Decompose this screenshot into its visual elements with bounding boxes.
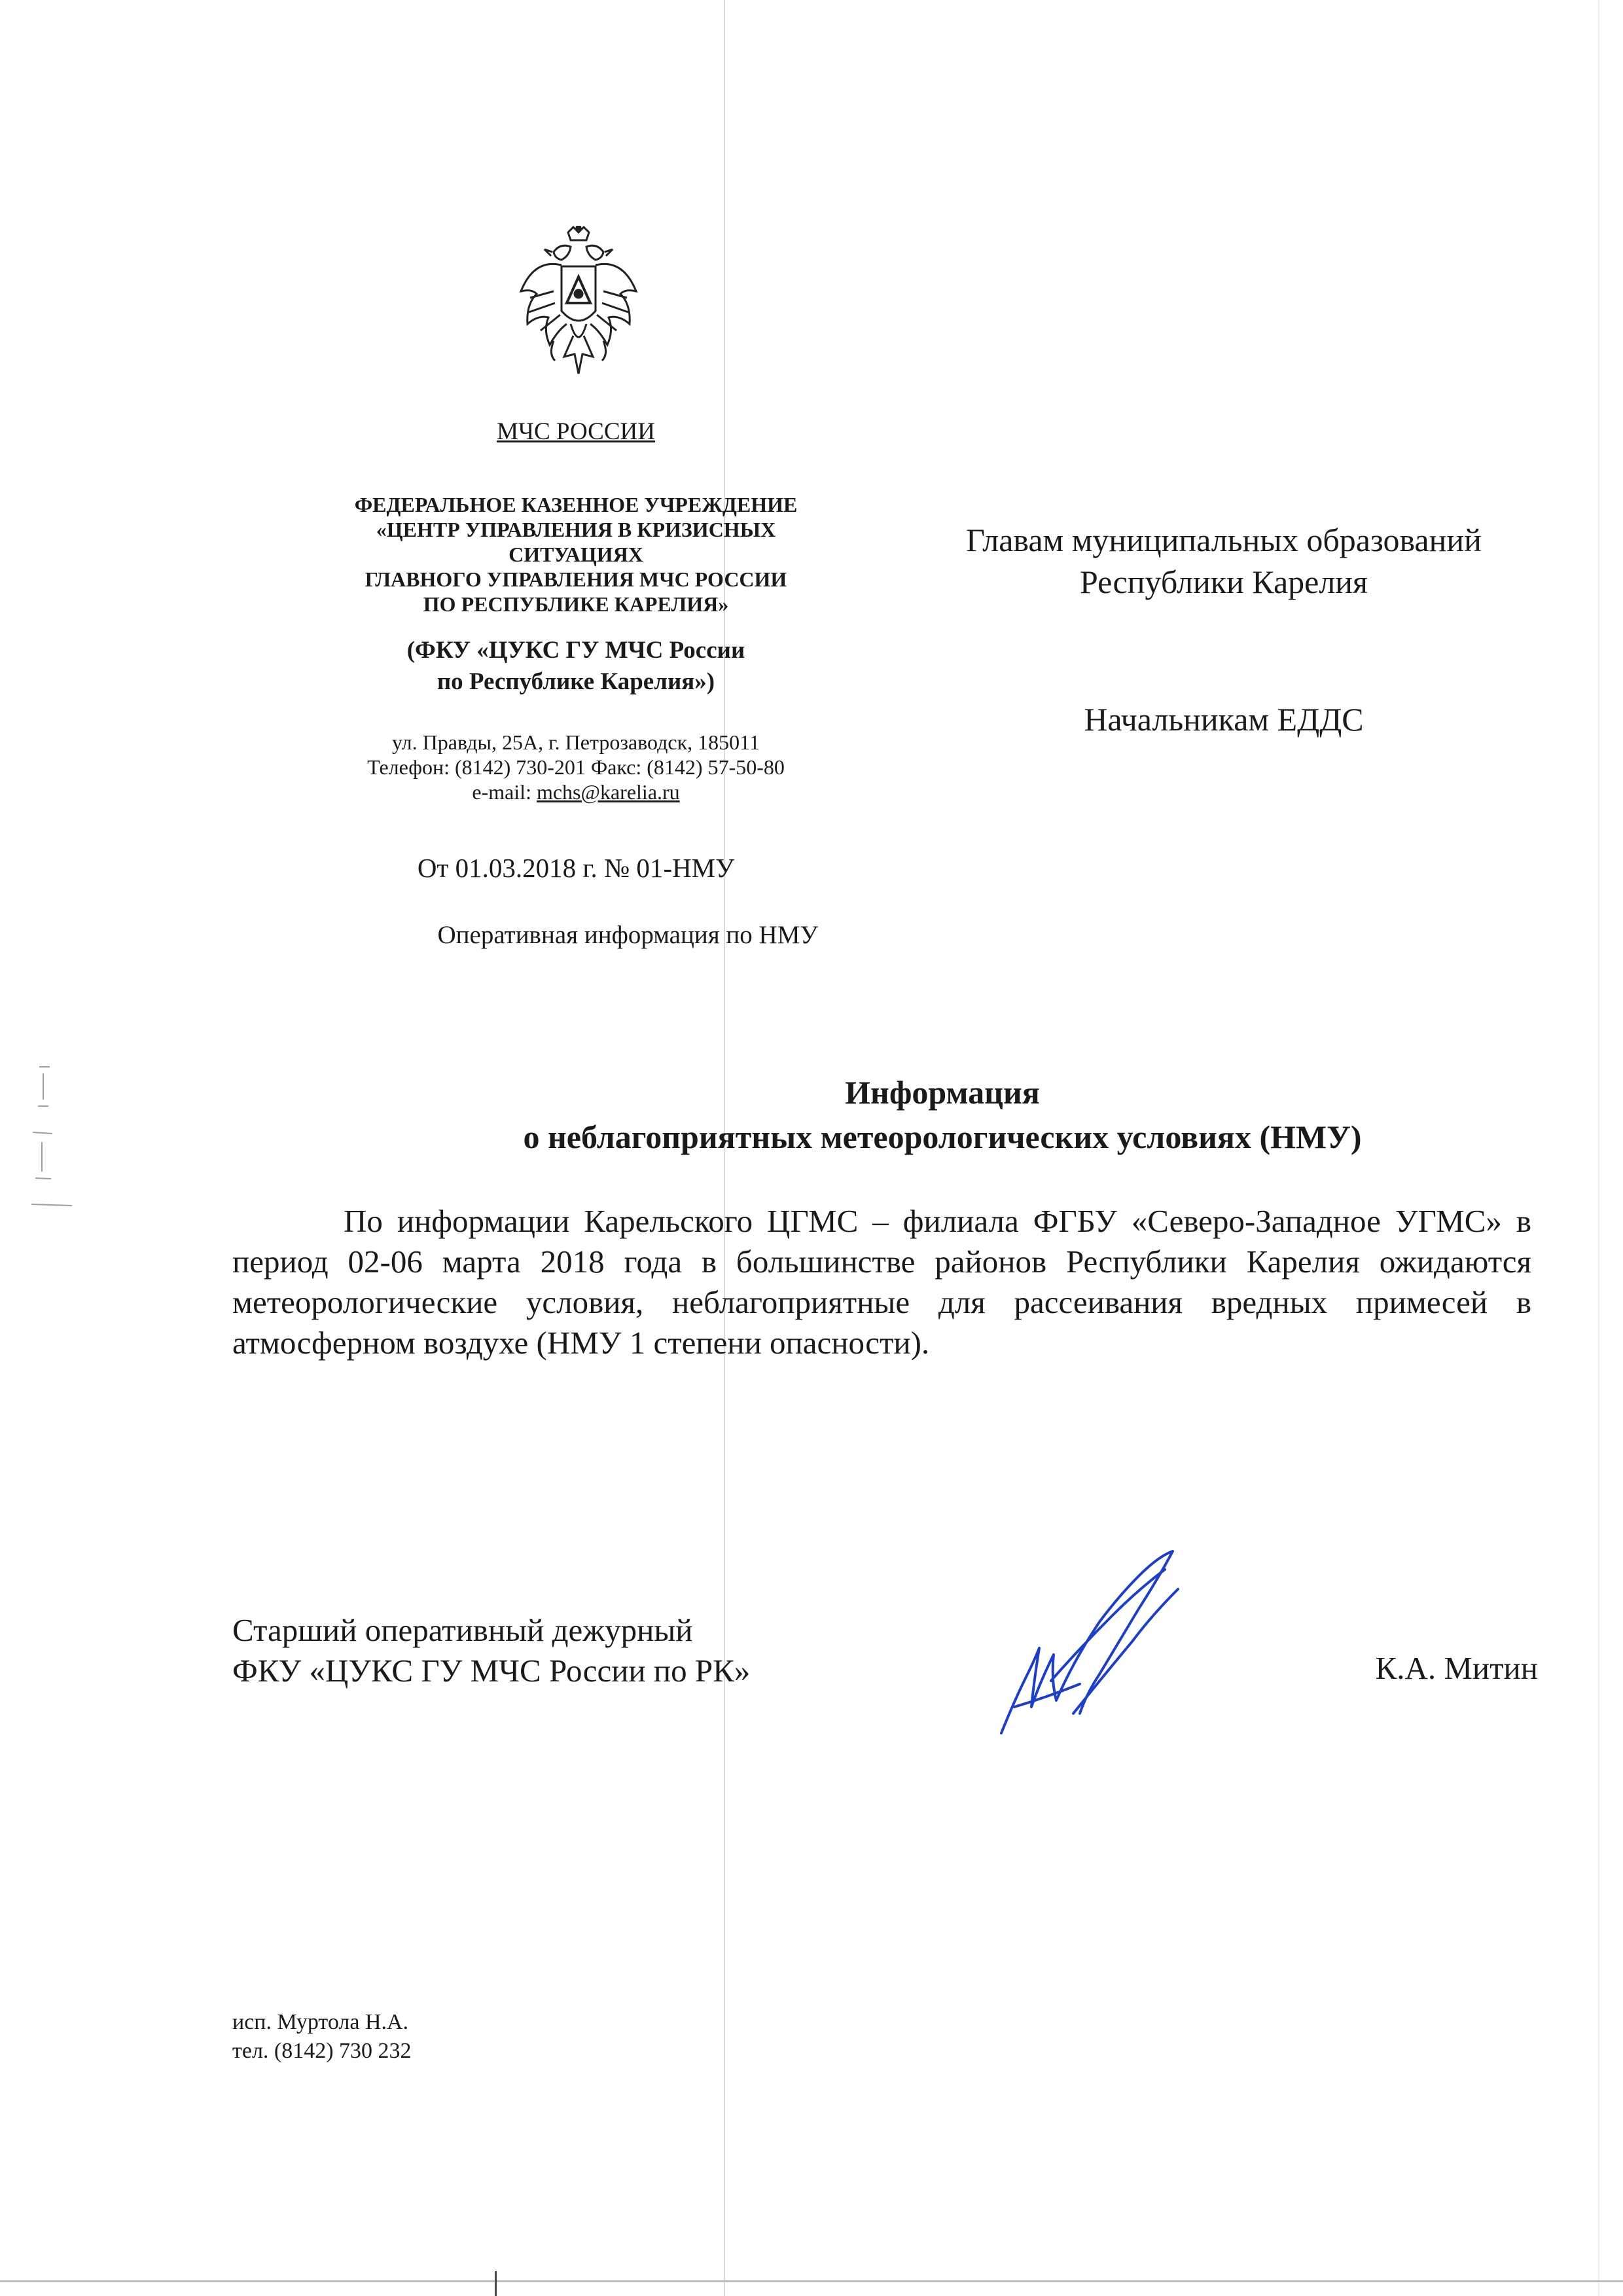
position-line: ФКУ «ЦУКС ГУ МЧС России по РК»: [232, 1653, 751, 1689]
title-line: Информация: [845, 1074, 1040, 1111]
org-full-line: СИТУАЦИЯХ: [508, 543, 643, 566]
org-full-line: ПО РЕСПУБЛИКЕ КАРЕЛИЯ»: [423, 592, 729, 616]
addressee-heads: [890, 519, 1558, 603]
position-line: Старший оперативный дежурный: [232, 1612, 693, 1648]
org-name: [321, 418, 831, 446]
org-short-line: по Республике Карелия»): [437, 668, 715, 695]
org-short-line: (ФКУ «ЦУКС ГУ МЧС России: [406, 637, 745, 664]
contact-info: [288, 730, 864, 804]
address: ул. Правды, 25А, г. Петрозаводск, 185011: [392, 730, 760, 754]
document-subject: Оперативная информация по НМУ: [437, 921, 818, 949]
scan-bottom-tick: [495, 2271, 497, 2296]
executor-info: [232, 2008, 690, 2066]
handwritten-signature: [988, 1550, 1204, 1746]
emchs-emblem-icon: [514, 226, 643, 380]
scan-edge-line: [1598, 0, 1599, 2296]
document-number: От 01.03.2018 г. № 01-НМУ: [417, 853, 735, 883]
executor-phone: тел. (8142) 730 232: [232, 2039, 412, 2063]
addressee-line: Начальникам ЕДДС: [1084, 701, 1364, 738]
document-title: [366, 1070, 1518, 1159]
scan-bottom-line: [0, 2280, 1623, 2282]
org-full-name: [288, 492, 864, 617]
org-full-line: «ЦЕНТР УПРАВЛЕНИЯ В КРИЗИСНЫХ: [376, 518, 776, 541]
addressee-edds: [890, 698, 1558, 740]
org-full-line: ГЛАВНОГО УПРАВЛЕНИЯ МЧС РОССИИ: [365, 567, 787, 591]
executor-name: исп. Муртола Н.А.: [232, 2010, 409, 2034]
email-label: e-mail:: [472, 780, 537, 804]
addressee-line: Главам муниципальных образований: [966, 522, 1482, 558]
phone-fax: Телефон: (8142) 730-201 Факс: (8142) 57-50-80: [367, 755, 785, 779]
email-line: [288, 780, 864, 804]
signatory-name: К.А. Митин: [1375, 1650, 1538, 1686]
addressee-line: Республики Карелия: [1079, 564, 1368, 600]
signatory-position: [232, 1610, 952, 1691]
org-short-name: [288, 635, 864, 698]
org-full-line: ФЕДЕРАЛЬНОЕ КАЗЕННОЕ УЧРЕЖДЕНИЕ: [354, 493, 798, 516]
scan-margin-marks: [26, 1060, 92, 1230]
body-paragraph: По информации Карельского ЦГМС – филиала ФГБУ «Северо-Западное УГМС» в период 02-06 марта 2018 года в большинстве районов Республики Карелия ожидаются метеорологические условия, неблагоприятные для рассеивания вредных примесей в атмосферном воздухе (НМУ 1 степени опасности).: [232, 1203, 1531, 1361]
email-link[interactable]: mchs@karelia.ru: [536, 780, 680, 804]
title-line: о неблагоприятных метеорологических условиях (НМУ): [523, 1119, 1362, 1155]
org-name-text: МЧС РОССИИ: [497, 418, 655, 445]
